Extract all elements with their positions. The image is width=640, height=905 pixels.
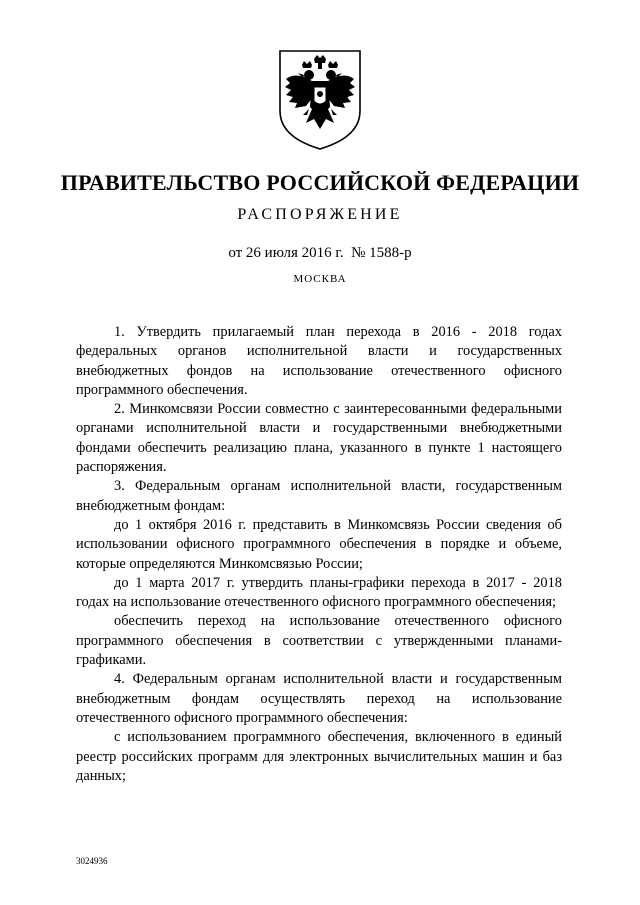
document-city: МОСКВА	[293, 273, 347, 285]
paragraph-3-item-1: до 1 октября 2016 г. представить в Минкомсвязь России сведения об использовании офисного программного обеспечения в порядке и объеме, которые определяются Минкомсвязью России;	[76, 516, 562, 572]
document-date-line	[0, 243, 640, 263]
page-title: ПРАВИТЕЛЬСТВО РОССИЙСКОЙ ФЕДЕРАЦИИ	[60, 170, 580, 195]
document-type: РАСПОРЯЖЕНИЕ	[237, 206, 403, 223]
paragraph-4-item-1: с использованием программного обеспечения, включенного в единый реестр российских программ для электронных вычислительных машин и баз данных;	[76, 729, 562, 784]
paragraph-3-item-2: до 1 марта 2017 г. утвердить планы-графики перехода в 2017 - 2018 годах на использование отечественного офисного программного обеспечения;	[76, 574, 562, 611]
document-body	[76, 323, 562, 786]
paragraph-2: 2. Минкомсвязи России совместно с заинтересованными федеральными органами исполнительной власти и государственными внебюджетными фондами обеспечить реализацию плана, указанного в пункте 1 настоящего распоряжения.	[76, 401, 562, 476]
paragraph-4: 4. Федеральным органам исполнительной власти и государственным внебюджетным фондам осуществлять переход на использование отечественного офисного программного обеспечения:	[76, 671, 562, 726]
document-date: от 26 июля 2016 г.	[228, 245, 344, 261]
document-code: 3024936	[76, 856, 108, 866]
coat-of-arms-icon	[276, 49, 364, 152]
paragraph-1: 1. Утвердить прилагаемый план перехода в 2016 - 2018 годах федеральных органов исполнительной власти и государственных внебюджетных фондов на использование отечественного офисного программного обеспечения.	[76, 324, 562, 398]
paragraph-3-item-3: обеспечить переход на использование отечественного офисного программного обеспечения в соответствии с утвержденными планами-графиками.	[76, 613, 562, 669]
document-number: № 1588-р	[351, 245, 412, 261]
paragraph-3: 3. Федеральным органам исполнительной власти, государственным внебюджетным фондам:	[76, 478, 562, 514]
